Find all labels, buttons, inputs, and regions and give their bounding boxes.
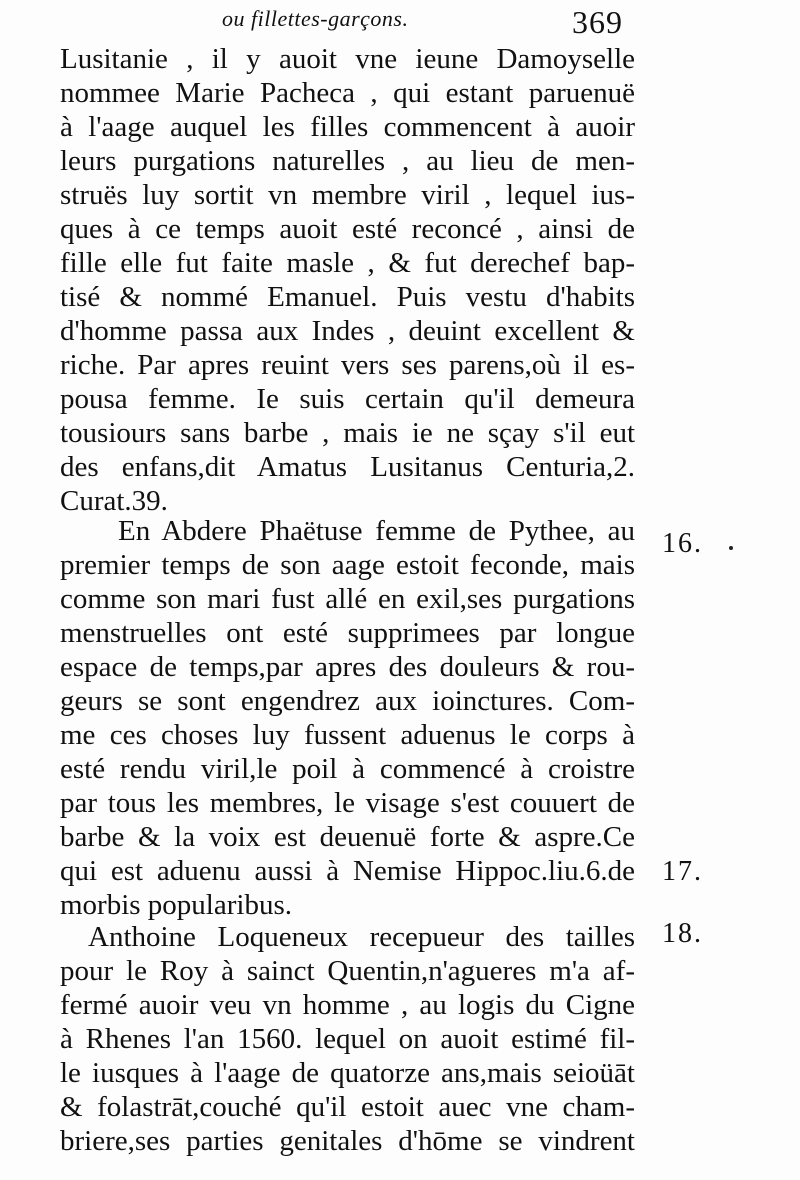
text-line: geurs se sont engendrez aux ioinctures. Com-	[60, 685, 635, 717]
text-line: des enfans,dit Amatus Lusitanus Centuria,2.	[60, 451, 635, 483]
text-line: tisé & nommé Emanuel. Puis vestu d'habits	[60, 281, 635, 313]
text-line: pour le Roy à sainct Quentin,n'agueres m'a af-	[60, 955, 635, 987]
text-line: à l'aage auquel les filles commencent à auoir	[60, 111, 635, 143]
text-line: espace de temps,par apres des douleurs & rou-	[60, 651, 635, 683]
text-line: Curat.39.	[60, 485, 168, 517]
margin-note-16: 16.	[662, 528, 703, 559]
text-line: fermé auoir veu vn homme , au logis du Cigne	[60, 989, 635, 1021]
text-line: En Abdere Phaëtuse femme de Pythee, au	[118, 515, 635, 547]
text-line: tousiours sans barbe , mais ie ne sçay s'il eut	[60, 417, 635, 449]
margin-note-17: 17.	[662, 856, 703, 887]
text-line: ques à ce temps auoit esté reconcé , ainsi de	[60, 213, 635, 245]
text-line: Lusitanie , il y auoit vne ieune Damoyselle	[60, 43, 635, 75]
text-line: qui est aduenu aussi à Nemise Hippoc.liu.6.de	[60, 855, 635, 887]
running-head: ou fillettes-garçons.	[222, 6, 409, 31]
text-line: d'homme passa aux Indes , deuint excellent &	[60, 315, 635, 347]
text-line: morbis popularibus.	[60, 889, 292, 921]
text-line: le iusques à l'aage de quatorze ans,mais seioüāt	[60, 1057, 635, 1089]
text-line: leurs purgations naturelles , au lieu de men-	[60, 145, 635, 177]
ink-speck	[729, 546, 733, 550]
margin-note-18: 18.	[662, 918, 703, 949]
text-line: riche. Par apres reuint vers ses parens,où il es-	[60, 349, 635, 381]
text-line: à Rhenes l'an 1560. lequel on auoit estimé fil-	[60, 1023, 635, 1055]
text-line: comme son mari fust allé en exil,ses purgations	[60, 583, 635, 615]
text-line: briere,ses parties genitales d'hōme se vindrent	[60, 1125, 635, 1157]
text-line: struës luy sortit vn membre viril , lequel ius-	[60, 179, 635, 211]
text-line: pousa femme. Ie suis certain qu'il demeura	[60, 383, 635, 415]
text-line: menstruelles ont esté supprimees par longue	[60, 617, 635, 649]
text-line: fille elle fut faite masle , & fut derechef bap-	[60, 247, 635, 279]
text-line: nommee Marie Pacheca , qui estant paruenuë	[60, 77, 635, 109]
text-line: me ces choses luy fussent aduenus le corps à	[60, 719, 635, 751]
text-line: & folastrāt,couché qu'il estoit auec vne cham-	[60, 1091, 635, 1123]
text-line: premier temps de son aage estoit feconde, mais	[60, 549, 635, 581]
text-line: barbe & la voix est deuenuë forte & aspre.Ce	[60, 821, 635, 853]
text-line: esté rendu viril,le poil à commencé à croistre	[60, 753, 635, 785]
page-number: 369	[572, 4, 623, 40]
text-line: par tous les membres, le visage s'est couuert de	[60, 787, 635, 819]
text-line: Anthoine Loqueneux recepueur des tailles	[88, 921, 635, 953]
